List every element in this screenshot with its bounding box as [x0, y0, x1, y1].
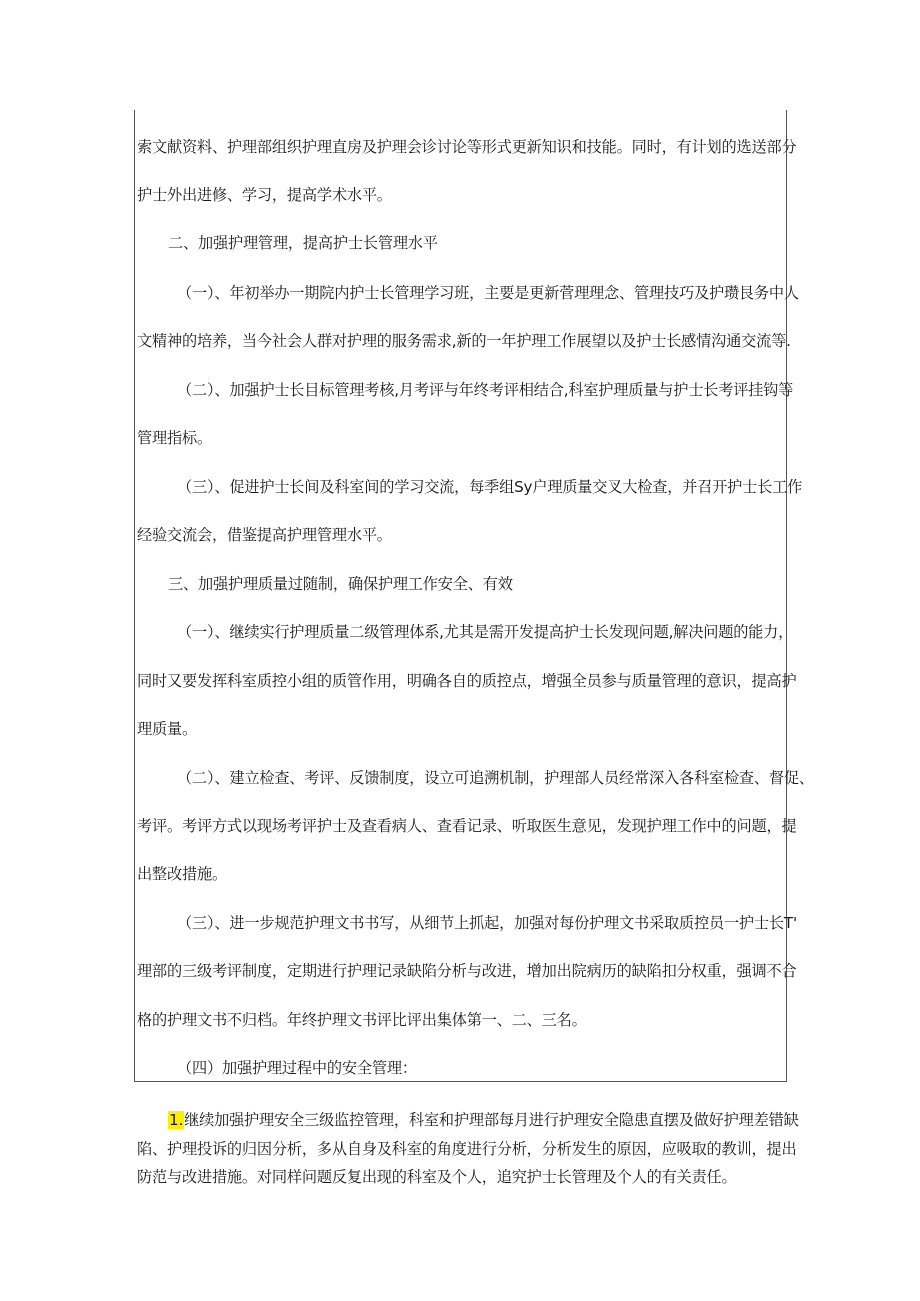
text-line: 考评。考评方式以现场考评护士及查看病人、查看记录、听取医生意见，发现护理工作中的问题，提 — [137, 817, 797, 835]
text-line: 文精神的培养，当今社会人群对护理的服务需求,新的一年护理工作展望以及护士长感情沟通交流等. — [137, 332, 791, 350]
text-line: 经验交流会，借鉴提高护理管理水平。 — [137, 526, 392, 544]
text-line: （一）、年初举办一期院内护士长管理学习班，主要是更新菅理理念、管理技巧及护瓒艮务中人 — [177, 284, 799, 302]
after-paragraph-line-3: 防范与改进措施。对同样问题反复出现的科室及个人，追究护士长管理及个人的有关责任。 — [137, 1168, 737, 1186]
text-line: （一）、继续实行护理质量二级管理体系,尤其是需开发提高护士长发现问题,解决问题的能力， — [177, 623, 794, 641]
text-line: 护士外出进修、学习，提高学术水平。 — [137, 186, 392, 204]
section-heading: 二、加强护理管理，提高护士长管理水平 — [168, 234, 438, 252]
after-paragraph-line-1 — [168, 1110, 799, 1130]
text-line: 格的护理文书不归档。年终护理文书评比评出集体第一、二、三名。 — [137, 1011, 587, 1029]
text-line: （四）加强护理过程中的安全管理： — [177, 1059, 417, 1077]
text-line: 管理指标。 — [137, 429, 212, 447]
text-line: 索文献资料、护理部组织护理直房及护理会诊讨论等形式更新知识和技能。同时，有计划的选送部分 — [137, 138, 797, 156]
after-paragraph-line-2: 陷、护理投诉的归因分析，多从自身及科室的角度进行分析，分析发生的原因，应吸取的教训，提出 — [137, 1140, 797, 1158]
content-frame — [134, 110, 814, 1082]
after-paragraph-text: 继续加强护理安全三级监控管理，科室和护理部每月进行护理安全隐患直摆及做好护理差错缺 — [184, 1111, 799, 1129]
text-line: （三）、进一步规范护理文书书写，从细节上抓起，加强对每份护理文书采取质控员一护士长T' — [177, 914, 797, 932]
list-marker-highlight: 1. — [169, 1111, 184, 1129]
text-line: 出整改措施。 — [137, 865, 227, 883]
text-line: 理部的三级考评制度，定期进行护理记录缺陷分析与改进，增加出院病历的缺陷扣分权重，强调不合 — [137, 962, 797, 980]
section-heading: 三、加强护理质量过随制，确保护理工作安全、有效 — [168, 575, 513, 593]
text-line: （二）、加强护士长目标管理考核,月考评与年终考评相结合,科室护理质量与护士长考评挂钩等 — [177, 381, 794, 399]
text-line: （三）、促进护士长间及科室间的学习交流，每季组Sy户理质量交叉大检查，并召开护士长工作 — [177, 478, 803, 496]
text-line: 同时又要发挥科室质控小组的质管作用，明确各自的质控点，增强全员参与质量管理的意识，提高护 — [137, 672, 797, 690]
text-line: （二）、建立检查、考评、反馈制度，设立可追溯机制，护理部人员经常深入各科室检查、督促、 — [177, 769, 814, 787]
text-line: 理质量。 — [137, 720, 197, 738]
